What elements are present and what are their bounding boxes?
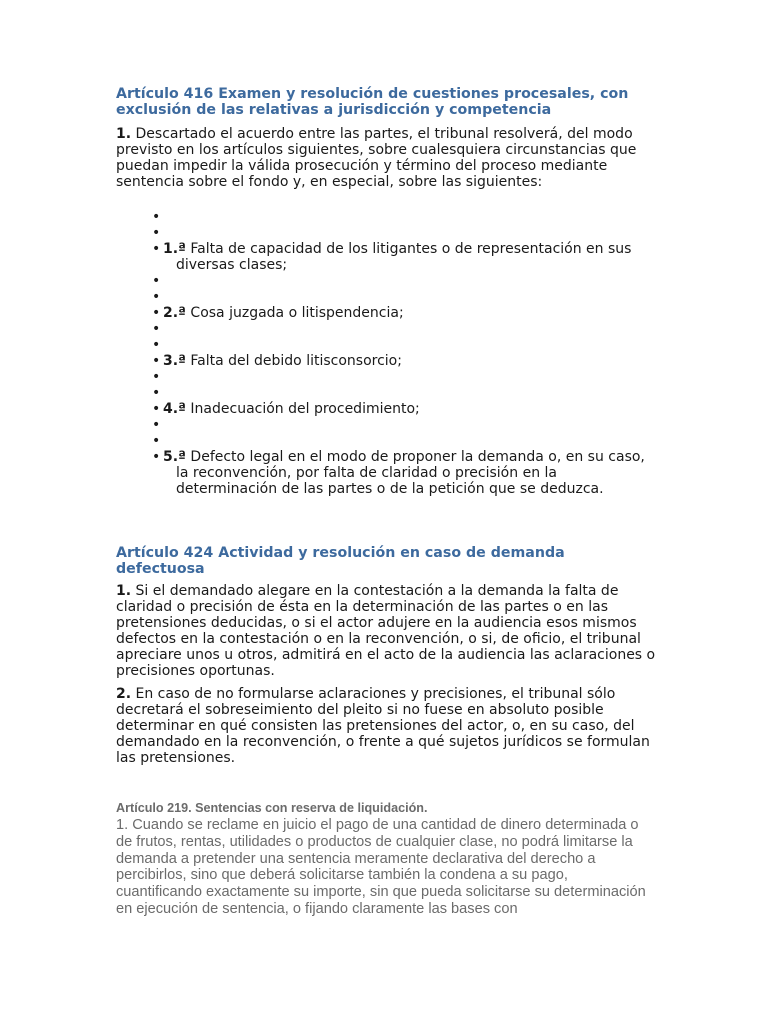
paragraph-text: En caso de no formularse aclaraciones y precisiones, el tribunal sólo decretará el sobreseimiento del pleito si no fuese en absoluto posible determinar en qué consisten las pretensiones del actor, o, en su caso, del demandado en la reconvención, o frente a qué sujetos jurídicos se formulan las pretensiones. <box>116 686 650 766</box>
bullet-icon: • <box>152 433 161 449</box>
list-item-number: 5.ª <box>163 449 186 465</box>
article-219-paragraph-1: 1. Cuando se reclame en juicio el pago de una cantidad de dinero determinada o de frutos, rentas, utilidades o productos de cualquier clase, no podrá limitarse la demanda a pretender una sentencia meramente declarativa del derecho a percibirlos, sino que deberá solicitarse también la condena a su pago, cuantificando exactamente su importe, sin que pueda solicitarse su determinación en ejecución de sentencia, o fijando claramente las bases con <box>116 817 646 917</box>
article-424-paragraph-2 <box>116 687 656 767</box>
article-424-paragraph-1 <box>116 584 656 679</box>
list-item <box>116 321 656 337</box>
paragraph-text: Descartado el acuerdo entre las partes, el tribunal resolverá, del modo previsto en los artículos siguientes, sobre cualesquiera circunstancias que puedan impedir la válida prosecución y término del proceso mediante sentencia sobre el fondo y, en especial, sobre las siguientes: <box>116 126 637 190</box>
list-item-text: Defecto legal en el modo de proponer la demanda o, en su caso, la reconvención, por falta de claridad o precisión en la determinación de las partes o de la petición que se deduzca. <box>176 449 645 497</box>
list-item-content <box>163 241 656 273</box>
list-item <box>116 209 656 225</box>
list-item <box>116 449 656 497</box>
list-item-content <box>163 449 656 497</box>
bullet-icon: • <box>152 209 161 225</box>
bullet-icon: • <box>152 417 161 433</box>
list-item <box>116 417 656 433</box>
list-item-content <box>163 401 656 417</box>
list-item <box>116 241 656 273</box>
bullet-icon: • <box>152 225 161 241</box>
list-item <box>116 433 656 449</box>
bullet-icon: • <box>152 449 161 465</box>
list-item-content <box>163 353 656 369</box>
bullet-icon: • <box>152 273 161 289</box>
list-item-number: 1.ª <box>163 241 186 257</box>
bullet-icon: • <box>152 369 161 385</box>
list-item <box>116 337 656 353</box>
article-416-list <box>116 209 656 497</box>
list-item <box>116 385 656 401</box>
list-item <box>116 289 656 305</box>
list-item <box>116 401 656 417</box>
bullet-icon: • <box>152 321 161 337</box>
bullet-icon: • <box>152 337 161 353</box>
list-item-number: 3.ª <box>163 353 186 369</box>
bullet-icon: • <box>152 401 161 417</box>
bullet-icon: • <box>152 353 161 369</box>
paragraph-number: 1. <box>116 583 132 599</box>
list-item-text: Falta de capacidad de los litigantes o de representación en sus diversas clases; <box>176 241 632 273</box>
bullet-icon: • <box>152 305 161 321</box>
article-219-heading: Artículo 219. Sentencias con reserva de liquidación. <box>116 801 428 815</box>
list-item <box>116 225 656 241</box>
paragraph-number: 2. <box>116 686 132 702</box>
list-item <box>116 305 656 321</box>
list-item-text: Falta del debido litisconsorcio; <box>185 353 402 369</box>
bullet-icon: • <box>152 385 161 401</box>
article-424-heading: Artículo 424 Actividad y resolución en caso de demanda defectuosa <box>116 545 565 577</box>
list-item <box>116 369 656 385</box>
bullet-icon: • <box>152 289 161 305</box>
list-item-text: Inadecuación del procedimiento; <box>185 401 420 417</box>
article-416-paragraph-1 <box>116 127 656 191</box>
bullet-icon: • <box>152 241 161 257</box>
list-item-number: 4.ª <box>163 401 186 417</box>
list-item <box>116 353 656 369</box>
list-item-content <box>163 305 656 321</box>
paragraph-text: Si el demandado alegare en la contestación a la demanda la falta de claridad o precisión de ésta en la determinación de las partes o en las pretensiones deducidas, o si el actor adujere en la audiencia esos mismos defectos en la contestación o en la reconvención, o si, de oficio, el tribunal apreciare unos u otros, admitirá en el acto de la audiencia las aclaraciones o precisiones oportunas. <box>116 583 656 679</box>
article-416-heading: Artículo 416 Examen y resolución de cuestiones procesales, con exclusión de las relativas a jurisdicción y competencia <box>116 86 629 118</box>
list-item <box>116 273 656 289</box>
list-item-text: Cosa juzgada o litispendencia; <box>185 305 404 321</box>
paragraph-number: 1. <box>116 126 132 142</box>
list-item-number: 2.ª <box>163 305 186 321</box>
